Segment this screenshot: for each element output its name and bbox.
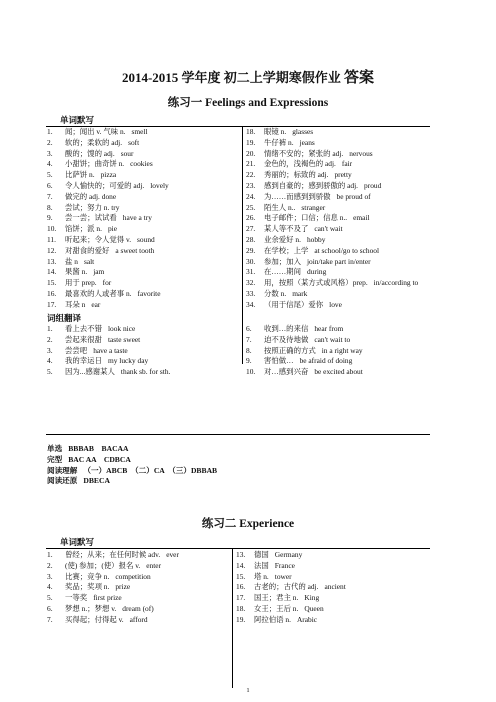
item-chinese: 酸的；馊的 adj.: [65, 148, 115, 158]
item-chinese: (使) 参加；(使）报名 v.: [65, 560, 141, 570]
item-number: 8.: [246, 345, 252, 355]
item-number: 10.: [47, 224, 57, 234]
list-item: [47, 582, 229, 593]
item-english: pie: [107, 224, 117, 234]
item-number: 21.: [246, 159, 256, 169]
item-number: 33.: [246, 288, 256, 298]
item-english: smell: [131, 127, 148, 136]
item-chinese: 在……期间: [264, 267, 301, 277]
item-number: 32.: [246, 278, 256, 288]
list-item: [246, 346, 446, 357]
list-item: [47, 324, 239, 335]
list-item: [47, 127, 239, 138]
item-english: be excited about: [314, 367, 363, 377]
item-english: hear from: [314, 324, 344, 333]
item-chinese: 听起来；令人觉得 v.: [65, 234, 132, 244]
item-english: proud: [364, 180, 382, 190]
item-chinese: 果酱 n.: [65, 267, 88, 277]
list-item: [47, 604, 229, 615]
item-number: 22.: [246, 170, 256, 180]
list-item: [236, 615, 436, 626]
list-item: [246, 170, 446, 181]
title-text: 2014-2015 学年度 初二上学期寒假作业: [121, 70, 341, 85]
item-chinese: 耳朵 n: [65, 299, 86, 309]
item-chinese: 牛仔裤 n.: [264, 137, 294, 147]
answer-label: 单选: [47, 444, 63, 453]
table-divider: [242, 126, 243, 364]
item-english: soft: [128, 137, 140, 147]
item-number: 26.: [246, 213, 256, 223]
item-chinese: 比赛；竞争 n.: [65, 571, 110, 581]
item-number: 2.: [47, 137, 53, 147]
item-chinese: 金色的，浅褐色的 adj.: [264, 159, 336, 169]
item-number: 16.: [236, 582, 246, 592]
list-item: [47, 138, 239, 149]
list-item: [246, 213, 446, 224]
list-item: [47, 192, 239, 203]
item-chinese: 闻；闻出 v. 气味 n.: [65, 127, 126, 136]
answer-cloze: [47, 455, 217, 466]
item-chinese: 盐 n: [65, 256, 78, 266]
item-number: 5.: [47, 593, 53, 603]
list-item: [236, 572, 436, 583]
item-english: sound: [137, 234, 155, 244]
item-number: 15.: [47, 278, 57, 288]
list-item: [47, 335, 239, 346]
item-chinese: 国王；君主 n.: [254, 593, 299, 603]
list-item: [47, 289, 239, 300]
list-item: [47, 257, 239, 268]
item-number: 14.: [236, 560, 246, 570]
item-english: can't wait to: [314, 334, 351, 344]
item-english: fair: [341, 159, 353, 169]
item-number: 7.: [47, 191, 53, 201]
item-chinese: 害怕做…: [264, 356, 294, 366]
item-chinese: 收到…的来信: [264, 324, 309, 333]
item-chinese: 陌生人 n..: [264, 202, 296, 212]
item-chinese: 阿拉伯语 n.: [254, 614, 291, 624]
item-chinese: 尝试；努力 n. try: [65, 202, 120, 212]
item-english: lovely: [150, 180, 169, 190]
unit2-heading: 练习二 Experience: [201, 518, 295, 530]
item-chinese: 尝尝吧: [65, 345, 88, 355]
list-item: [236, 550, 436, 561]
unit2-vocab-heading: 单词默写: [60, 537, 95, 547]
list-item: [47, 170, 239, 181]
answer-label: 完型: [47, 454, 63, 464]
list-item: [47, 246, 239, 257]
item-number: 15.: [236, 571, 246, 581]
item-english: Arabic: [296, 614, 318, 624]
item-number: 9.: [47, 213, 53, 223]
item-number: 19.: [246, 137, 256, 147]
item-english: love: [329, 299, 342, 309]
list-item: [47, 235, 239, 246]
item-english: prize: [115, 582, 131, 592]
item-english: France: [274, 560, 295, 570]
item-number: 6.: [47, 180, 53, 190]
item-chinese: 做完的 adj. done: [65, 191, 117, 201]
answer-choice: [47, 444, 217, 455]
item-number: 28.: [246, 234, 256, 244]
item-number: 4.: [47, 356, 53, 366]
list-item: [47, 615, 229, 626]
list-item: [246, 138, 446, 149]
item-number: 4.: [47, 159, 53, 169]
list-item: [246, 335, 446, 346]
item-english: King: [304, 593, 320, 603]
item-number: 3.: [47, 148, 53, 158]
table2-divider: [232, 548, 233, 688]
answer-value: （一）ABCB （二）CA （三）DBBAB: [83, 465, 218, 475]
item-number: 9.: [246, 356, 252, 366]
unit1-answers: [47, 444, 217, 487]
item-english: join/take part in/enter: [306, 256, 371, 266]
item-number: 3.: [47, 345, 53, 355]
item-chinese: 某人等不及了: [264, 224, 309, 234]
answer-value: BBBAB BACAA: [68, 444, 129, 453]
item-english: jam: [93, 267, 105, 277]
item-number: 17.: [47, 299, 57, 309]
item-number: 6.: [47, 603, 53, 613]
list-item: [47, 300, 239, 311]
list-item: [236, 604, 436, 615]
item-english: jeans: [299, 137, 315, 147]
list-item: [246, 324, 446, 335]
item-number: 1.: [47, 127, 53, 136]
list-item: [246, 192, 446, 203]
list-item: [47, 224, 239, 235]
item-chinese: 馅饼；派 n.: [65, 224, 102, 234]
item-english: can't wait: [314, 224, 343, 234]
answer-reading: [47, 466, 217, 477]
list-item: [47, 367, 239, 378]
list-item: [246, 181, 446, 192]
list-item: [47, 593, 229, 604]
answer-value: BAC AA CDBCA: [68, 454, 131, 464]
item-chinese: 小甜饼；曲奇饼 n.: [65, 159, 125, 169]
list-item: [246, 224, 446, 235]
item-number: 24.: [246, 191, 256, 201]
table-bottom-border: [46, 434, 430, 435]
item-english: during: [306, 267, 327, 277]
item-number: 30.: [246, 256, 256, 266]
item-number: 12.: [47, 245, 57, 255]
item-number: 20.: [246, 148, 256, 158]
item-chinese: 尝一尝；试试看: [65, 213, 117, 223]
item-chinese: 用于 prep.: [65, 278, 97, 288]
item-chinese: 梦想 n.；梦想 v.: [65, 603, 117, 613]
item-english: afford: [129, 614, 148, 624]
item-number: 1.: [47, 324, 53, 333]
item-english: be afraid of doing: [299, 356, 353, 366]
list-item: [236, 593, 436, 604]
item-english: enter: [146, 560, 162, 570]
item-number: 16.: [47, 288, 57, 298]
item-english: pizza: [100, 170, 117, 180]
item-chinese: 古老的；古代的 adj.: [254, 582, 319, 592]
list-item: [246, 278, 446, 289]
list-item: [236, 582, 436, 593]
item-chinese: 奖品；奖项 n.: [65, 582, 110, 592]
item-english: ever: [166, 550, 179, 559]
item-chinese: 因为...感谢某人: [65, 367, 115, 377]
list-item: [236, 561, 436, 572]
answer-value: DBECA: [83, 476, 110, 486]
item-number: 7.: [47, 614, 53, 624]
item-chinese: 看上去不错: [65, 324, 102, 333]
item-number: 27.: [246, 224, 256, 234]
item-chinese: 电子邮件；口信；信息 n..: [264, 213, 348, 223]
item-english: sour: [120, 148, 134, 158]
unit1-phrases-right: [246, 324, 446, 378]
list-item: [47, 572, 229, 583]
list-item: [47, 267, 239, 278]
item-english: my lucky day: [107, 356, 149, 366]
list-item: [47, 149, 239, 160]
unit1-phrases-left: [47, 324, 239, 378]
unit2-vocab-right: [236, 550, 436, 626]
item-chinese: 眼镜 n.: [264, 127, 287, 136]
item-number: 25.: [246, 202, 256, 212]
item-english: nervous: [349, 148, 373, 158]
item-chinese: 感到自豪的；感到骄傲的 adj.: [264, 180, 359, 190]
item-chinese: 最喜欢的人或者事 n.: [65, 288, 132, 298]
item-chinese: 按照正确的方式: [264, 345, 316, 355]
page-title: [0, 66, 496, 87]
list-item: [47, 561, 229, 572]
item-english: have a try: [122, 213, 152, 223]
item-number: 13.: [236, 550, 246, 559]
item-english: look nice: [107, 324, 136, 333]
item-chinese: 对甜食的爱好: [65, 245, 110, 255]
item-english: cookies: [130, 159, 153, 169]
list-item: [246, 300, 446, 311]
list-item: [246, 127, 446, 138]
item-number: 10.: [246, 367, 256, 377]
item-english: first prize: [93, 593, 122, 603]
list-item: [47, 278, 239, 289]
list-item: [246, 289, 446, 300]
item-chinese: 情绪不安的；紧张的 adj.: [264, 148, 344, 158]
item-english: a sweet tooth: [115, 245, 155, 255]
item-chinese: 一等奖: [65, 593, 88, 603]
unit1-phrase-heading: 词组翻译: [47, 313, 82, 323]
item-english: in a right way: [321, 345, 363, 355]
item-english: Germany: [274, 550, 303, 559]
item-number: 23.: [246, 180, 256, 190]
item-english: hobby: [306, 234, 326, 244]
item-chinese: 迫不及待地做: [264, 334, 309, 344]
list-item: [246, 235, 446, 246]
list-item: [47, 346, 239, 357]
item-number: 4.: [47, 582, 53, 592]
item-english: for: [102, 278, 112, 288]
item-english: stranger: [301, 202, 326, 212]
item-chinese: 用，按照（某方式或风格）prep.: [264, 278, 368, 288]
list-item: [246, 356, 446, 367]
list-item: [47, 213, 239, 224]
item-english: email: [353, 213, 370, 223]
item-english: mark: [292, 288, 308, 298]
item-number: 31.: [246, 267, 256, 277]
item-number: 8.: [47, 202, 53, 212]
item-english: be proud of: [336, 191, 371, 201]
item-chinese: 比萨饼 n.: [65, 170, 95, 180]
item-chinese: 我的幸运日: [65, 356, 102, 366]
item-english: dream (of): [122, 603, 154, 613]
item-number: 1.: [47, 550, 53, 559]
item-number: 7.: [246, 334, 252, 344]
item-chinese: 曾经；从来；在任何时候 adv.: [65, 550, 161, 559]
answer-label: 阅读还原: [47, 476, 78, 486]
list-item: [47, 203, 239, 214]
item-chinese: 塔 n.: [254, 571, 269, 581]
item-chinese: 秀丽的；标致的 adj.: [264, 170, 329, 180]
item-english: tower: [274, 571, 292, 581]
item-english: competition: [115, 571, 151, 581]
item-english: glasses: [292, 127, 314, 136]
item-number: 5.: [47, 170, 53, 180]
unit1-heading: 练习一 Feelings and Expressions: [167, 97, 329, 109]
item-english: have a taste: [93, 345, 128, 355]
item-number: 34.: [246, 299, 256, 309]
item-english: pretty: [334, 170, 352, 180]
list-item: [246, 257, 446, 268]
list-item: [47, 159, 239, 170]
answer-restore: [47, 476, 217, 487]
item-chinese: 买得起；付得起 v.: [65, 614, 124, 624]
item-english: ear: [91, 299, 101, 309]
unit1-vocab-left: [47, 127, 239, 311]
item-english: in/according to: [373, 278, 419, 288]
item-chinese: 在学校；上学: [264, 245, 309, 255]
unit1-vocab-right: [246, 127, 446, 311]
item-english: thank sb. for sth.: [120, 367, 171, 377]
item-number: 6.: [246, 324, 252, 333]
item-number: 5.: [47, 367, 53, 377]
item-chinese: 对…感到兴奋: [264, 367, 309, 377]
item-number: 11.: [47, 234, 56, 244]
table2-top-border: [46, 548, 430, 549]
list-item: [246, 246, 446, 257]
item-chinese: 德国: [254, 550, 269, 559]
item-english: taste sweet: [107, 334, 141, 344]
item-number: 19.: [236, 614, 246, 624]
item-chinese: 业余爱好 n.: [264, 234, 301, 244]
item-chinese: 分数 n.: [264, 288, 287, 298]
item-number: 2.: [47, 560, 53, 570]
item-chinese: 参加；加入: [264, 256, 301, 266]
item-number: 17.: [236, 593, 246, 603]
item-chinese: （用于信尾）爱你: [264, 299, 324, 309]
item-english: salt: [83, 256, 95, 266]
list-item: [246, 203, 446, 214]
item-chinese: 为……而感到到骄傲: [264, 191, 331, 201]
item-number: 13.: [47, 256, 57, 266]
item-number: 29.: [246, 245, 256, 255]
item-english: favorite: [137, 288, 161, 298]
list-item: [246, 159, 446, 170]
list-item: [246, 149, 446, 160]
list-item: [246, 367, 446, 378]
list-item: [47, 356, 239, 367]
item-number: 18.: [236, 603, 246, 613]
item-number: 18.: [246, 127, 256, 136]
page-number: 1: [246, 687, 250, 694]
unit1-vocab-heading: 单词默写: [60, 115, 95, 125]
item-number: 3.: [47, 571, 53, 581]
answer-label: 阅读理解: [47, 465, 78, 475]
item-chinese: 令人愉快的；可爱的 adj.: [65, 180, 145, 190]
item-chinese: 尝起来很甜: [65, 334, 102, 344]
unit2-vocab-left: [47, 550, 229, 626]
title-answer-word: 答案: [344, 70, 375, 86]
item-english: at school/go to school: [314, 245, 380, 255]
item-chinese: 法国: [254, 560, 269, 570]
item-english: Queen: [304, 603, 324, 613]
item-chinese: 软的；柔软的 adj.: [65, 137, 123, 147]
list-item: [246, 267, 446, 278]
item-number: 2.: [47, 334, 53, 344]
item-english: ancient: [324, 582, 346, 592]
item-number: 14.: [47, 267, 57, 277]
list-item: [47, 181, 239, 192]
item-chinese: 女王；王后 n.: [254, 603, 299, 613]
list-item: [47, 550, 229, 561]
